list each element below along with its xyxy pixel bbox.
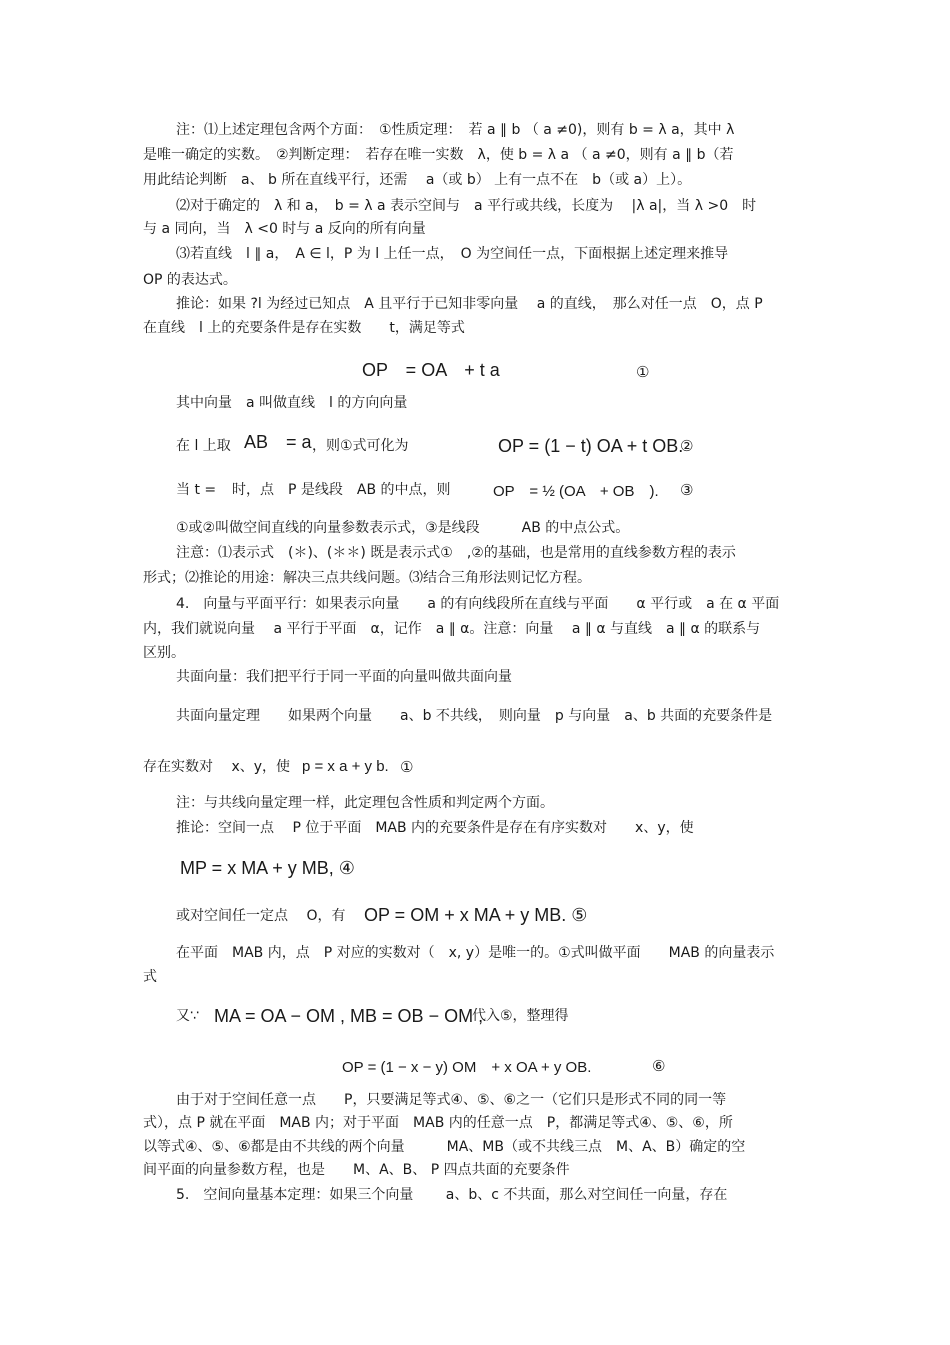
text-line: 4. 向量与平面平行：如果表示向量 a 的有向线段所在直线与平面 α 平行或 a 在 α 平面 <box>176 596 780 612</box>
text-line: ⑵对于确定的 λ 和 a， b = λ a 表示空间与 a 平行或共线，长度为 |λ a|，当 λ >0 时 <box>176 198 757 214</box>
equation-3: OP = ½ (OA + OB ). <box>493 483 659 500</box>
equation-2: OP = (1 − t) OA + t OB. <box>498 436 684 456</box>
text-line: 或对空间任一定点 O，有 <box>176 908 346 924</box>
text-line: 与 a 同向，当 λ <0 时与 a 反向的所有向量 <box>143 221 426 237</box>
equation-6: OP = (1 − x − y) OM + x OA + y OB. <box>342 1059 592 1076</box>
vector-ab: AB = a <box>244 432 312 452</box>
text-line: 其中向量 a 叫做直线 l 的方向向量 <box>176 395 408 411</box>
equation-p: p = x a + y b. <box>302 758 389 775</box>
equation-number: ① <box>636 363 650 381</box>
text-line: ，则①式可化为 <box>312 438 409 454</box>
text-line: 内，我们就说向量 a 平行于平面 α，记作 a ∥ α。注意：向量 a ∥ α 与直线 a ∥ α 的联系与 <box>143 621 761 637</box>
equation-5: OP = OM + x MA + y MB. ⑤ <box>364 905 588 925</box>
text-line: 注：与共线向量定理一样，此定理包含性质和判定两个方面。 <box>176 795 554 811</box>
text-line: 共面向量定理 如果两个向量 a、b 不共线， 则向量 p 与向量 a、b 共面的充要条件是 <box>176 708 773 724</box>
text-line: 区别。 <box>143 645 185 661</box>
equation-number: ① <box>400 758 414 776</box>
equation-ma-mb: MA = OA − OM , MB = OB − OM , <box>214 1006 484 1026</box>
text-line: 形式；⑵推论的用途：解决三点共线问题。⑶结合三角形法则记忆方程。 <box>143 570 591 586</box>
text-line: 用此结论判断 a、 b 所在直线平行，还需 a（或 b） 上有一点不在 b（或 a）上）。 <box>143 172 692 188</box>
equation-number: ③ <box>680 481 694 499</box>
text-line: 在 l 上取 <box>176 438 231 454</box>
text-line: 推论：如果 ?l 为经过已知点 A 且平行于已知非零向量 a 的直线， 那么对任一点 O，点 P <box>176 296 763 312</box>
text-line: 又∵ <box>176 1008 199 1024</box>
equation-number: ② <box>680 437 694 455</box>
text-line: 在直线 l 上的充要条件是存在实数 t，满足等式 <box>143 320 465 336</box>
text-line: 共面向量：我们把平行于同一平面的向量叫做共面向量 <box>176 669 512 685</box>
text-line: 以等式④、⑤、⑥都是由不共线的两个向量 MA、MB（或不共线三点 M、A、B）确定的空 <box>143 1139 746 1155</box>
text-line: 存在实数对 x、y，使 <box>143 759 291 775</box>
text-line: ①或②叫做空间直线的向量参数表示式，③是线段 AB 的中点公式。 <box>176 520 630 536</box>
text-line: 式 <box>143 969 157 985</box>
text-line: 推论：空间一点 P 位于平面 MAB 内的充要条件是存在有序实数对 x、y，使 <box>176 820 694 836</box>
text-line: 5. 空间向量基本定理：如果三个向量 a、b、c 不共面，那么对空间任一向量，存在 <box>176 1187 728 1203</box>
equation-4: MP = x MA + y MB, ④ <box>180 858 355 878</box>
text-line: 时，点 P 是线段 AB 的中点，则 <box>232 482 451 498</box>
equation-1: OP = OA + t a <box>362 360 500 380</box>
text-line: 间平面的向量参数方程，也是 M、A、B、 P 四点共面的充要条件 <box>143 1162 570 1178</box>
text-line: 注：⑴上述定理包含两个方面： ①性质定理： 若 a ∥ b （ a ≠0)，则有 b = λ a，其中 λ <box>176 122 735 138</box>
text-line: 注意：⑴表示式 (＊)、(＊＊) 既是表示式① ,②的基础，也是常用的直线参数方程的表示 <box>176 545 736 561</box>
text-line: ⑶若直线 l ∥ a， A ∈ l，P 为 l 上任一点， O 为空间任一点，下面根据上述定理来推导 <box>176 246 729 262</box>
text-line: 是唯一确定的实数。 ②判断定理： 若存在唯一实数 λ，使 b = λ a （ a ≠0，则有 a ∥ b（若 <box>143 147 734 163</box>
text-line: 式），点 P 就在平面 MAB 内；对于平面 MAB 内的任意一点 P，都满足等式④、⑤、⑥，所 <box>143 1115 733 1131</box>
text-line: OP 的表达式。 <box>143 272 237 288</box>
text-line: 代入⑤，整理得 <box>472 1008 569 1024</box>
text-line: 在平面 MAB 内，点 P 对应的实数对（ x, y）是唯一的。①式叫做平面 MAB 的向量表示 <box>176 945 775 961</box>
text-line: 由于对于空间任意一点 P，只要满足等式④、⑤、⑥之一（它们只是形式不同的同一等 <box>176 1092 727 1108</box>
equation-number: ⑥ <box>652 1057 666 1075</box>
text-line: 当 t = <box>176 482 217 498</box>
